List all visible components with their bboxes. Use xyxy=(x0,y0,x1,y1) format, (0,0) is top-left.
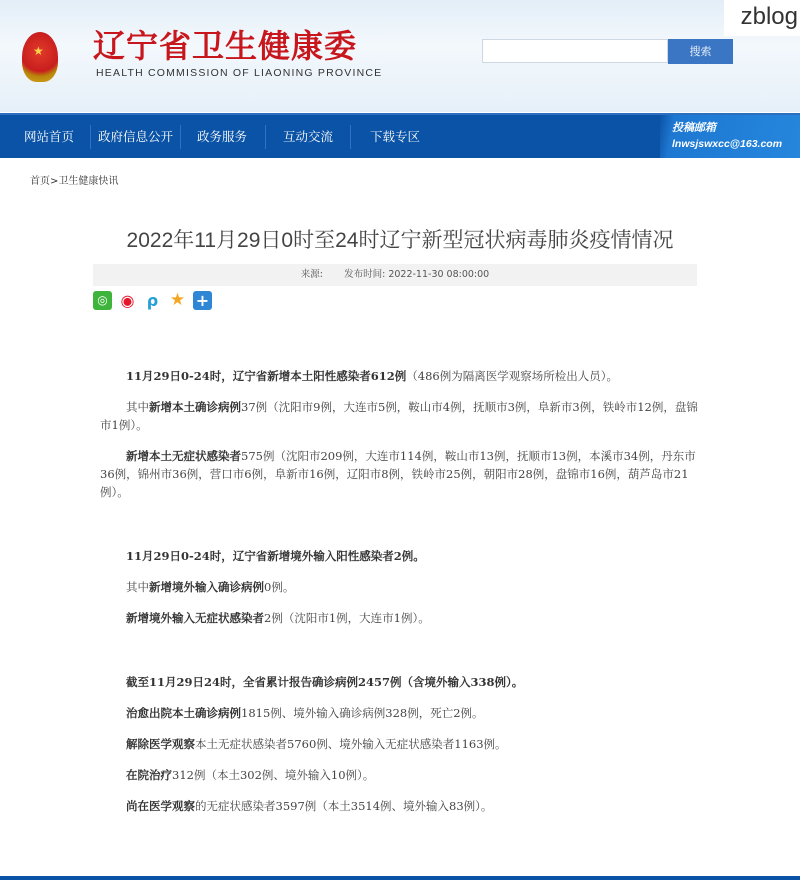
search-input[interactable] xyxy=(482,39,668,63)
nav-divider xyxy=(265,125,266,149)
weibo-icon[interactable]: ◉ xyxy=(118,291,137,310)
paragraph-text: 其中 xyxy=(126,400,149,414)
article-meta xyxy=(93,264,697,286)
paragraph xyxy=(100,735,700,753)
site-logo-subtitle: HEALTH COMMISSION OF LIAONING PROVINCE xyxy=(96,67,383,79)
paragraph-bold: 新增境外输入确诊病例 xyxy=(149,580,264,594)
pinterest-icon[interactable]: ρ xyxy=(143,291,162,310)
paragraph-text: 37例（沈阳市9例，大连市5例，鞍山市4例，抚顺市3例，阜新市3例，铁岭市12例，盘锦市1例）。 xyxy=(100,400,698,432)
paragraph-text: 0例。 xyxy=(264,580,295,594)
publish-label: 发布时间: xyxy=(344,269,386,280)
source-label: 来源: xyxy=(300,269,323,280)
paragraph xyxy=(100,547,700,565)
paragraph-text: （486例为隔离医学观察场所检出人员）。 xyxy=(406,369,618,383)
paragraph xyxy=(100,704,700,722)
search-button[interactable]: 搜索 xyxy=(668,39,733,64)
watermark: zblog xyxy=(724,0,800,36)
footer-bar xyxy=(0,876,800,880)
main-nav xyxy=(0,113,800,158)
nav-item-services[interactable]: 政务服务 xyxy=(197,129,248,144)
site-header xyxy=(0,0,800,112)
paragraph xyxy=(100,797,700,815)
nav-divider xyxy=(350,125,351,149)
national-emblem-logo: ★ xyxy=(22,32,58,82)
nav-divider xyxy=(90,125,91,149)
share-bar xyxy=(93,291,212,310)
submission-mailbox[interactable] xyxy=(660,115,800,158)
article-body xyxy=(100,367,700,828)
paragraph-text: 575例（沈阳市209例，大连市114例，鞍山市13例，抚顺市13例，本溪市34例，丹东市36例，锦州市36例，营口市6例，阜新市16例，辽阳市8例，铁岭市25例，朝阳市28例，盘锦市16例，葫芦岛市21例）。 xyxy=(100,449,696,499)
paragraph-bold: 在院治疗 xyxy=(126,768,172,782)
paragraph xyxy=(100,766,700,784)
breadcrumb-separator: > xyxy=(50,176,59,187)
paragraph-bold: 11月29日0-24时，辽宁省新增境外输入阳性感染者2例。 xyxy=(126,549,425,563)
paragraph-bold: 截至11月29日24时，全省累计报告确诊病例2457例（含境外输入338例）。 xyxy=(126,675,524,689)
wechat-icon[interactable]: ◎ xyxy=(93,291,112,310)
paragraph-text: 2例（沈阳市1例，大连市1例）。 xyxy=(264,611,430,625)
paragraph xyxy=(100,609,700,627)
breadcrumb-current[interactable]: 卫生健康快讯 xyxy=(58,176,119,187)
paragraph-text: 本土无症状感染者5760例、境外输入无症状感染者1163例。 xyxy=(195,737,507,751)
more-share-icon[interactable]: + xyxy=(193,291,212,310)
publish-time: 2022-11-30 08:00:00 xyxy=(388,269,490,280)
article-title: 2022年11月29日0时至24时辽宁新型冠状病毒肺炎疫情情况 xyxy=(126,229,674,252)
nav-item-home[interactable]: 网站首页 xyxy=(24,129,75,144)
paragraph-bold: 新增本土无症状感染者 xyxy=(126,449,241,463)
nav-item-interaction[interactable]: 互动交流 xyxy=(283,129,334,144)
paragraph-text: 其中 xyxy=(126,580,149,594)
paragraph-text: 312例（本土302例、境外输入10例）。 xyxy=(172,768,375,782)
paragraph-bold: 治愈出院本土确诊病例 xyxy=(126,706,241,720)
nav-divider xyxy=(180,125,181,149)
nav-item-downloads[interactable]: 下载专区 xyxy=(370,129,421,144)
paragraph-bold: 尚在医学观察 xyxy=(126,799,195,813)
paragraph-bold: 解除医学观察 xyxy=(126,737,195,751)
site-logo-title[interactable]: 辽宁省卫生健康委 xyxy=(93,27,358,65)
qzone-icon[interactable]: ★ xyxy=(169,290,186,310)
paragraph xyxy=(100,447,700,501)
paragraph xyxy=(100,367,700,385)
paragraph-text: 的无症状感染者3597例（本土3514例、境外输入83例）。 xyxy=(195,799,493,813)
breadcrumb-home[interactable]: 首页 xyxy=(30,176,50,187)
mailbox-title: 投稿邮箱 xyxy=(672,121,716,134)
paragraph xyxy=(100,673,700,691)
paragraph-bold: 新增本土确诊病例 xyxy=(149,400,241,414)
nav-item-gov-info[interactable]: 政府信息公开 xyxy=(98,129,174,144)
paragraph-text: 1815例、境外输入确诊病例328例，死亡2例。 xyxy=(241,706,484,720)
paragraph xyxy=(100,578,700,596)
paragraph-bold: 新增境外输入无症状感染者 xyxy=(126,611,264,625)
paragraph xyxy=(100,398,700,434)
breadcrumb xyxy=(30,175,118,189)
mailbox-email[interactable]: lnwsjswxcc@163.com xyxy=(672,138,783,150)
paragraph-bold: 11月29日0-24时，辽宁省新增本土阳性感染者612例 xyxy=(126,369,407,383)
